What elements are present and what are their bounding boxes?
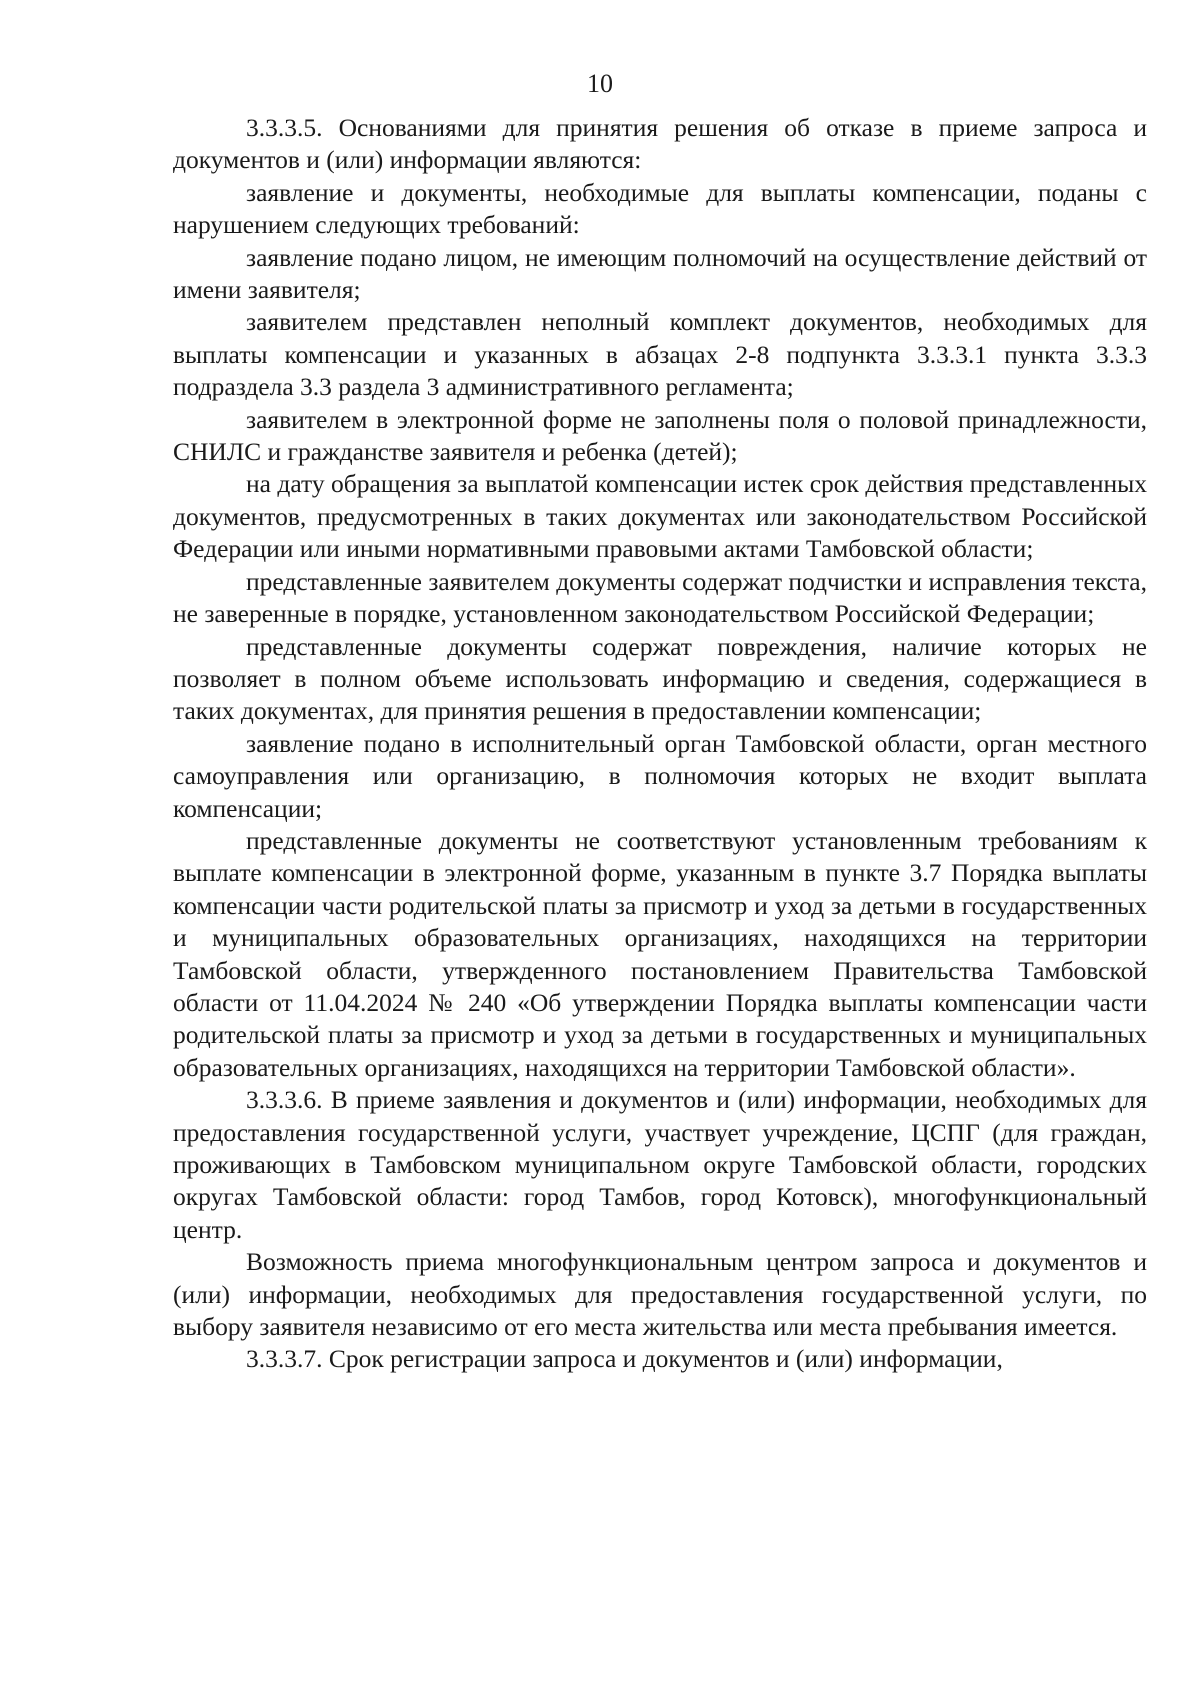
paragraph-3-3-3-7: 3.3.3.7. Срок регистрации запроса и документов и (или) информации, — [246, 1344, 1003, 1374]
paragraph-damaged-documents: представленные документы содержат повреждения, наличие которых не позволяет в полном объеме использовать информацию и сведения, содержащиеся в таких документах, для принятия решения в предоставлении компенсации; — [173, 631, 1147, 726]
document-body — [173, 112, 1147, 1376]
paragraph-3-3-3-6: 3.3.3.6. В приеме заявления и документов и (или) информации, необходимых для предоставления государственной услуги, участвует учреждение, ЦСПГ (для граждан, проживающих в Тамбовском муниципальном округе Тамбовской области, городских округах Тамбовской области: город Тамбов, город Котовск), многофункциональный центр. — [173, 1085, 1147, 1244]
paragraph-no-authority: заявление подано лицом, не имеющим полномочий на осуществление действий от имени заявителя; — [173, 242, 1147, 305]
paragraph-wrong-authority: заявление подано в исполнительный орган Тамбовской области, орган местного самоуправления или организацию, в полномочия которых не входит выплата компенсации; — [173, 728, 1147, 823]
paragraph-expired-documents: на дату обращения за выплатой компенсации истек срок действия представленных документов, предусмотренных в таких документах или законодательством Российской Федерации или иными нормативными правовыми актами Тамбовской области; — [173, 469, 1147, 564]
paragraph-requirements-intro: заявление и документы, необходимые для выплаты компенсации, поданы с нарушением следующих требований: — [173, 177, 1147, 240]
paragraph-incomplete-set: заявителем представлен неполный комплект документов, необходимых для выплаты компенсации и указанных в абзацах 2-8 подпункта 3.3.3.1 пункта 3.3.3 подраздела 3.3 раздела 3 административного регламента; — [173, 307, 1147, 402]
paragraph-corrections: представленные заявителем документы содержат подчистки и исправления текста, не заверенные в порядке, установленном законодательством Российской Федерации; — [173, 566, 1147, 629]
paragraph-empty-fields: заявителем в электронной форме не заполнены поля о половой принадлежности, СНИЛС и гражданстве заявителя и ребенка (детей); — [173, 404, 1147, 467]
paragraph-3-3-3-5: 3.3.3.5. Основаниями для принятия решения об отказе в приеме запроса и документов и (или) информации являются: — [173, 113, 1147, 175]
paragraph-electronic-form-requirements: представленные документы не соответствуют установленным требованиям к выплате компенсации в электронной форме, указанным в пункте 3.7 Порядка выплаты компенсации части родительской платы за присмотр и уход за детьми в государственных и муниципальных образовательных организациях, находящихся на территории Тамбовской области, утвержденного постановлением Правительства Тамбовской области от 11.04.2024 № 240 «Об утверждении Порядка выплаты компенсации части родительской платы за присмотр и уход за детьми в государственных и муниципальных образовательных организациях, находящихся на территории Тамбовской области». — [173, 825, 1147, 1082]
paragraph-mfc-possibility: Возможность приема многофункциональным центром запроса и документов и (или) информации, необходимых для предоставления государственной услуги, по выбору заявителя независимо от его места жительства или места пребывания имеется. — [173, 1247, 1147, 1342]
page-number: 10 — [587, 69, 613, 98]
